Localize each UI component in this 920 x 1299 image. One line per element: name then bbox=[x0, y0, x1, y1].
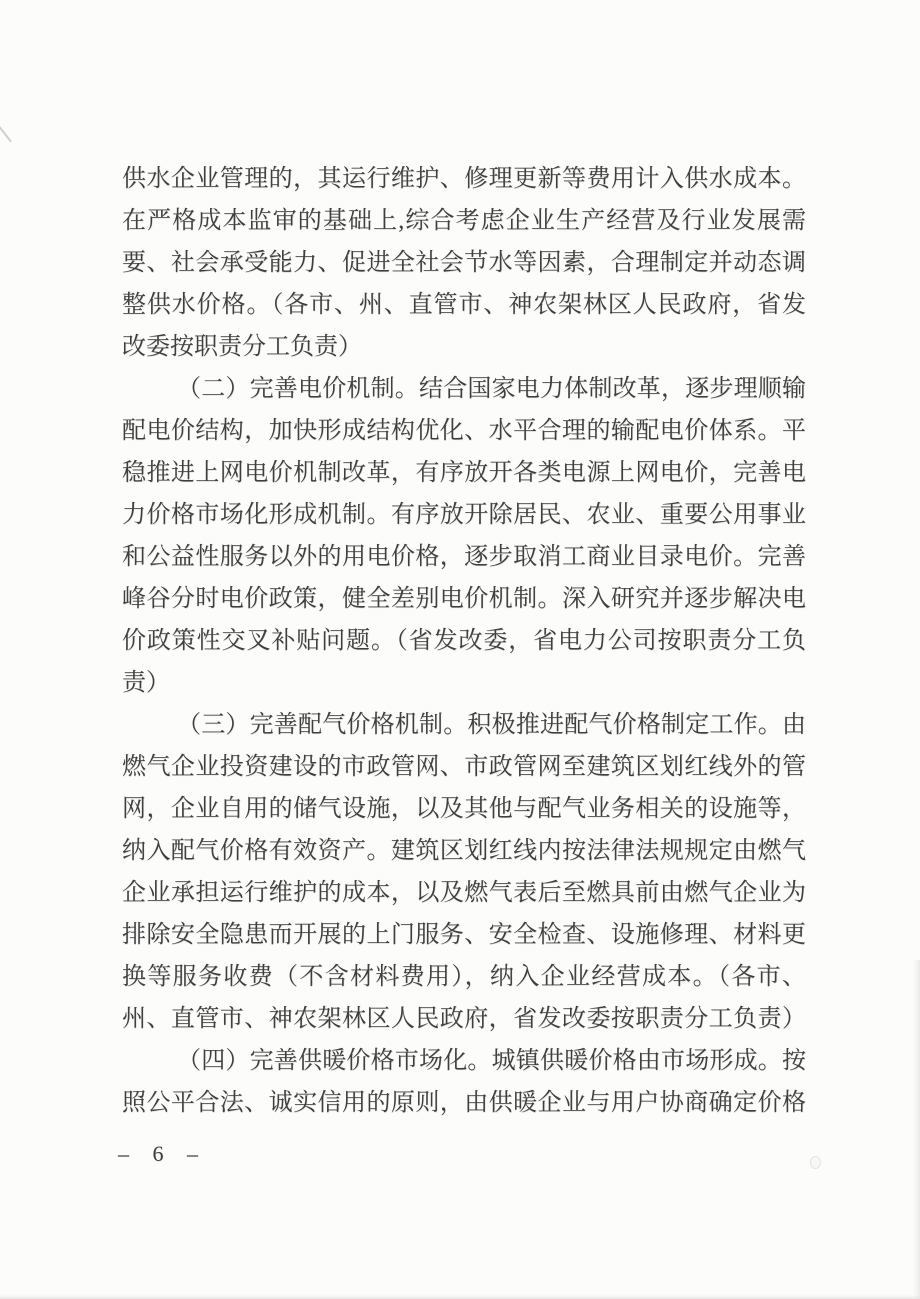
text-line: 供水企业管理的，其运行维护、修理更新等费用计入供水成本。 bbox=[122, 166, 806, 192]
text-line: 整供水价格。（各市、州、直管市、神农架林区人民政府，省发 bbox=[122, 292, 806, 318]
text-line: 换等服务收费（不含材料费用），纳入企业经营成本。（各市、 bbox=[122, 964, 806, 990]
text-line: 排除安全隐患而开展的上门服务、安全检查、设施修理、材料更 bbox=[122, 922, 806, 948]
scan-artifact-left-scratch bbox=[0, 126, 12, 143]
text-line: 责） bbox=[122, 670, 170, 696]
text-line: 配电价结构，加快形成结构优化、水平合理的输配电价体系。平 bbox=[122, 418, 806, 444]
text-line: 价政策性交叉补贴问题。（省发改委，省电力公司按职责分工负 bbox=[122, 628, 806, 654]
document-text-block bbox=[122, 158, 806, 1124]
scan-artifact-speckle bbox=[810, 1156, 821, 1169]
text-line: 照公平合法、诚实信用的原则，由供暖企业与用户协商确定价格 bbox=[122, 1090, 806, 1116]
text-line: 力价格市场化形成机制。有序放开除居民、农业、重要公用事业 bbox=[122, 502, 806, 528]
scan-artifact-right-edge bbox=[913, 960, 920, 1299]
text-line: 州、直管市、神农架林区人民政府，省发改委按职责分工负责） bbox=[122, 1006, 806, 1032]
text-line: 峰谷分时电价政策，健全差别电价机制。深入研究并逐步解决电 bbox=[122, 586, 806, 612]
text-line: 燃气企业投资建设的市政管网、市政管网至建筑区划红线外的管 bbox=[122, 754, 806, 780]
text-line: 要、社会承受能力、促进全社会节水等因素，合理制定并动态调 bbox=[122, 250, 806, 276]
text-line: 稳推进上网电价机制改革，有序放开各类电源上网电价，完善电 bbox=[122, 460, 806, 486]
text-line: 纳入配气价格有效资产。建筑区划红线内按法律法规规定由燃气 bbox=[122, 838, 806, 864]
scan-artifact-bottom-edge bbox=[0, 1295, 920, 1299]
text-line: 网，企业自用的储气设施，以及其他与配气业务相关的设施等， bbox=[122, 796, 806, 822]
text-line: 改委按职责分工负责） bbox=[122, 334, 362, 360]
text-line: 和公益性服务以外的用电价格，逐步取消工商业目录电价。完善 bbox=[122, 544, 806, 570]
text-line: 企业承担运行维护的成本，以及燃气表后至燃具前由燃气企业为 bbox=[122, 880, 806, 906]
page-number: – 6 – bbox=[118, 1141, 207, 1166]
text-line: 在严格成本监审的基础上,综合考虑企业生产经营及行业发展需 bbox=[122, 208, 806, 234]
text-line-section-2-heading: （二）完善电价机制。结合国家电力体制改革，逐步理顺输 bbox=[177, 376, 806, 402]
text-line-section-4-heading: （四）完善供暖价格市场化。城镇供暖价格由市场形成。按 bbox=[177, 1048, 806, 1074]
text-line-section-3-heading: （三）完善配气价格机制。积极推进配气价格制定工作。由 bbox=[177, 712, 806, 738]
